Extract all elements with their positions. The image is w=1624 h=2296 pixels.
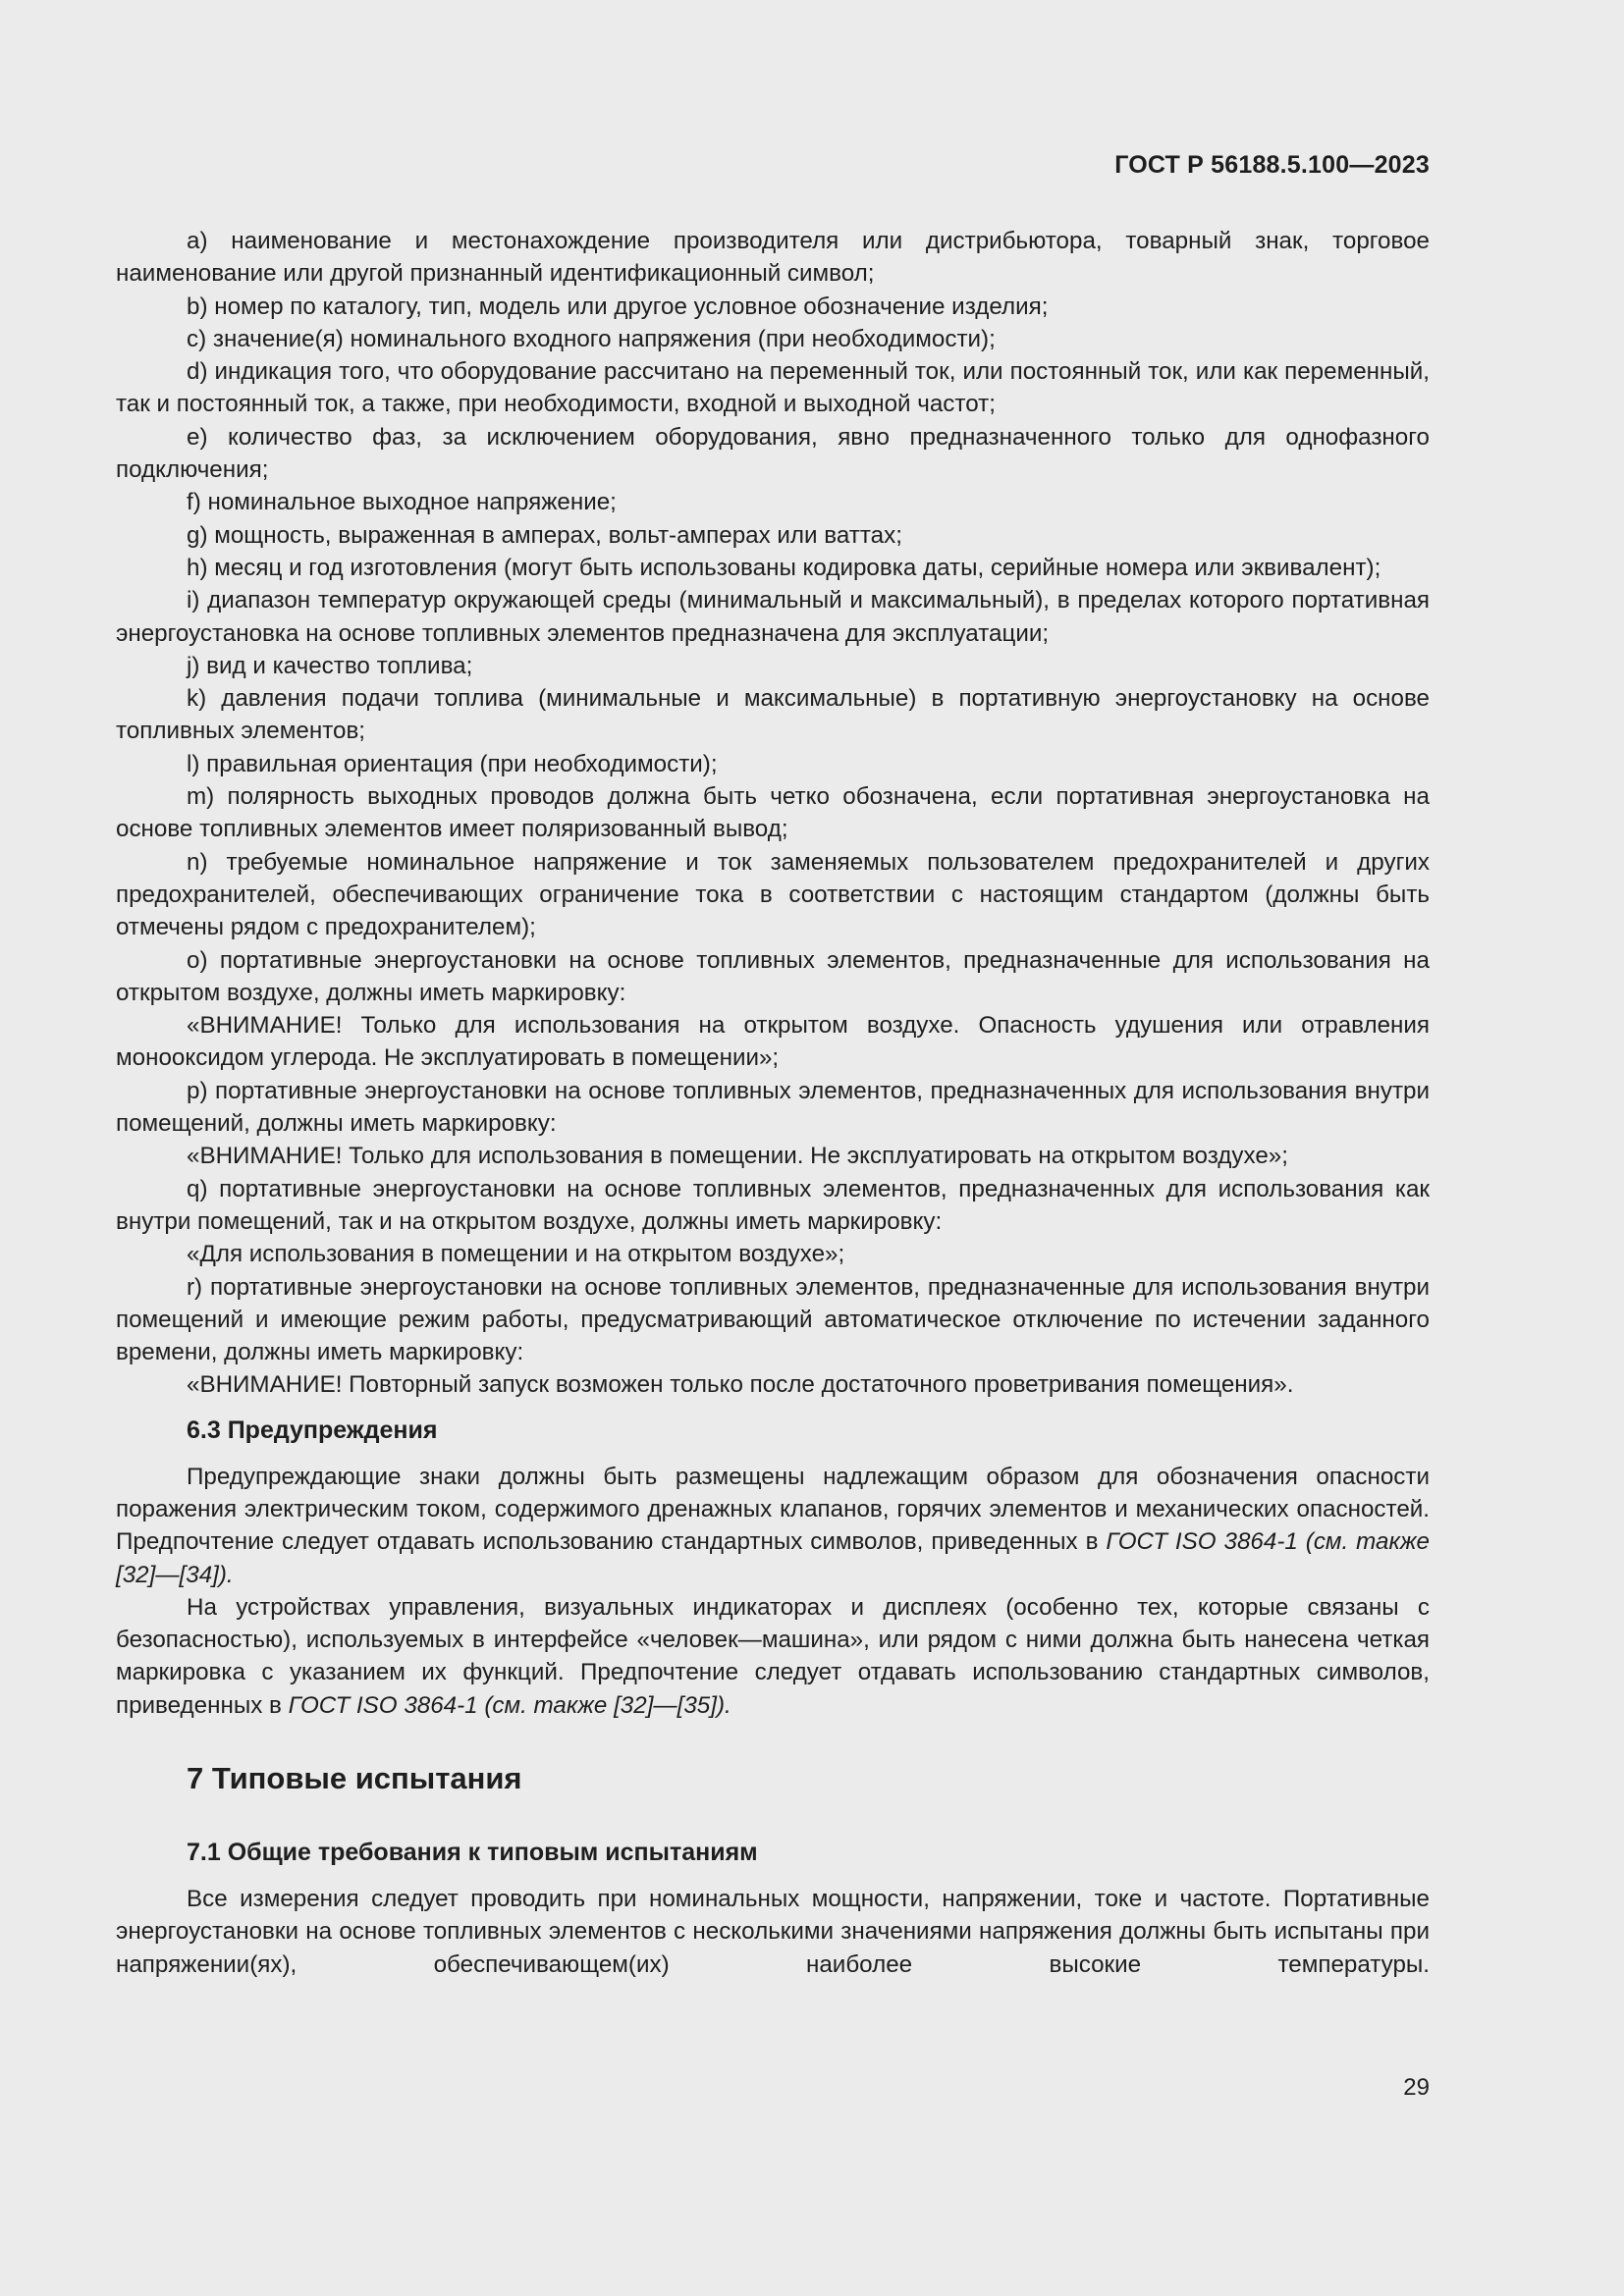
standard-reference: ГОСТ ISO 3864-1 (см. также [32]—[34]).	[116, 1528, 1430, 1588]
list-item: e) количество фаз, за исключением оборудования, явно предназначенного только для однофазного подключения;	[116, 423, 1430, 484]
warning-text: «ВНИМАНИЕ! Только для использования на открытом воздухе. Опасность удушения или отравления монооксидом углерода. Не эксплуатировать в помещении»;	[116, 1012, 1430, 1072]
warning-text: «ВНИМАНИЕ! Только для использования в помещении. Не эксплуатировать на открытом воздухе»;	[187, 1143, 1288, 1170]
page-number: 29	[1403, 2074, 1430, 2101]
paragraph-text: Предупреждающие знаки должны быть размещены надлежащим образом для обозначения опасности поражения электрическим током, содержимого дренажных клапанов, горячих элементов и механических опасностей. Предпочтение следует отдавать использованию стандартных символов, приведенных в	[116, 1463, 1430, 1556]
paragraph	[116, 1591, 1430, 1722]
list-item: f) номинальное выходное напряжение;	[187, 489, 617, 516]
list-item: p) портативные энергоустановки на основе топливных элементов, предназначенных для использования внутри помещений, должны иметь маркировку:	[116, 1077, 1430, 1138]
marking-list	[116, 225, 1430, 1402]
list-item: c) значение(я) номинального входного напряжения (при необходимости);	[187, 325, 996, 352]
page-content	[116, 225, 1430, 1981]
list-item: n) требуемые номинальное напряжение и ток заменяемых пользователем предохранителей и других предохранителей, обеспечивающих ограничение тока в соответствии с настоящим стандартом (должны быть отмечены рядом с предохранителем);	[116, 848, 1430, 941]
list-item: m) полярность выходных проводов должна быть четко обозначена, если портативная энергоустановка на основе топливных элементов имеет поляризованный вывод;	[116, 783, 1430, 843]
section-heading-6-3: 6.3 Предупреждения	[187, 1415, 438, 1444]
standard-reference: ГОСТ ISO 3864-1 (см. также [32]—[35]).	[288, 1691, 731, 1719]
document-number: ГОСТ Р 56188.5.100—2023	[1114, 151, 1430, 179]
paragraph-text: На устройствах управления, визуальных индикаторах и дисплеях (особенно тех, которые связаны с безопасностью), используемых в интерфейсе «человек—машина», или рядом с ними должна быть нанесена четкая маркировка с указанием их функций. Предпочтение следует отдавать использованию стандартных символов, приведенных в	[116, 1593, 1430, 1719]
list-item: b) номер по каталогу, тип, модель или другое условное обозначение изделия;	[187, 293, 1049, 320]
list-item: a) наименование и местонахождение производителя или дистрибьютора, товарный знак, торговое наименование или другой признанный идентификационный символ;	[116, 228, 1430, 288]
paragraph: Все измерения следует проводить при номинальных мощности, напряжении, токе и частоте. Портативные энергоустановки на основе топливных элементов с несколькими значениями напряжения должны быть испытаны при напряжении(ях), обеспечивающем(их) наиболее высокие температуры.	[116, 1886, 1430, 1978]
warning-text: «ВНИМАНИЕ! Повторный запуск возможен только после достаточного проветривания помещения».	[187, 1371, 1294, 1399]
list-item: q) портативные энергоустановки на основе топливных элементов, предназначенных для использования как внутри помещений, так и на открытом воздухе, должны иметь маркировку:	[116, 1175, 1430, 1235]
list-item: d) индикация того, что оборудование рассчитано на переменный ток, или постоянный ток, или как переменный, так и постоянный ток, а также, при необходимости, входной и выходной частот;	[116, 358, 1430, 418]
list-item: o) портативные энергоустановки на основе топливных элементов, предназначенные для использования на открытом воздухе, должны иметь маркировку:	[116, 946, 1430, 1006]
list-item: j) вид и качество топлива;	[187, 652, 473, 679]
list-item: l) правильная ориентация (при необходимости);	[187, 750, 718, 777]
paragraph	[116, 1461, 1430, 1591]
list-item: i) диапазон температур окружающей среды (минимальный и максимальный), в пределах которого портативная энергоустановка на основе топливных элементов предназначена для эксплуатации;	[116, 587, 1430, 647]
warning-text: «Для использования в помещении и на открытом воздухе»;	[187, 1241, 845, 1268]
section-heading-7-1: 7.1 Общие требования к типовым испытаниям	[187, 1839, 758, 1867]
section-heading-7: 7 Типовые испытания	[187, 1761, 522, 1796]
list-item: r) портативные энергоустановки на основе топливных элементов, предназначенные для использования внутри помещений и имеющие режим работы, предусматривающий автоматическое отключение по истечении заданного времени, должны иметь маркировку:	[116, 1273, 1430, 1366]
list-item: k) давления подачи топлива (минимальные и максимальные) в портативную энергоустановку на основе топливных элементов;	[116, 685, 1431, 745]
list-item: h) месяц и год изготовления (могут быть использованы кодировка даты, серийные номера или эквивалент);	[187, 554, 1381, 581]
list-item: g) мощность, выраженная в амперах, вольт-амперах или ваттах;	[187, 521, 902, 549]
